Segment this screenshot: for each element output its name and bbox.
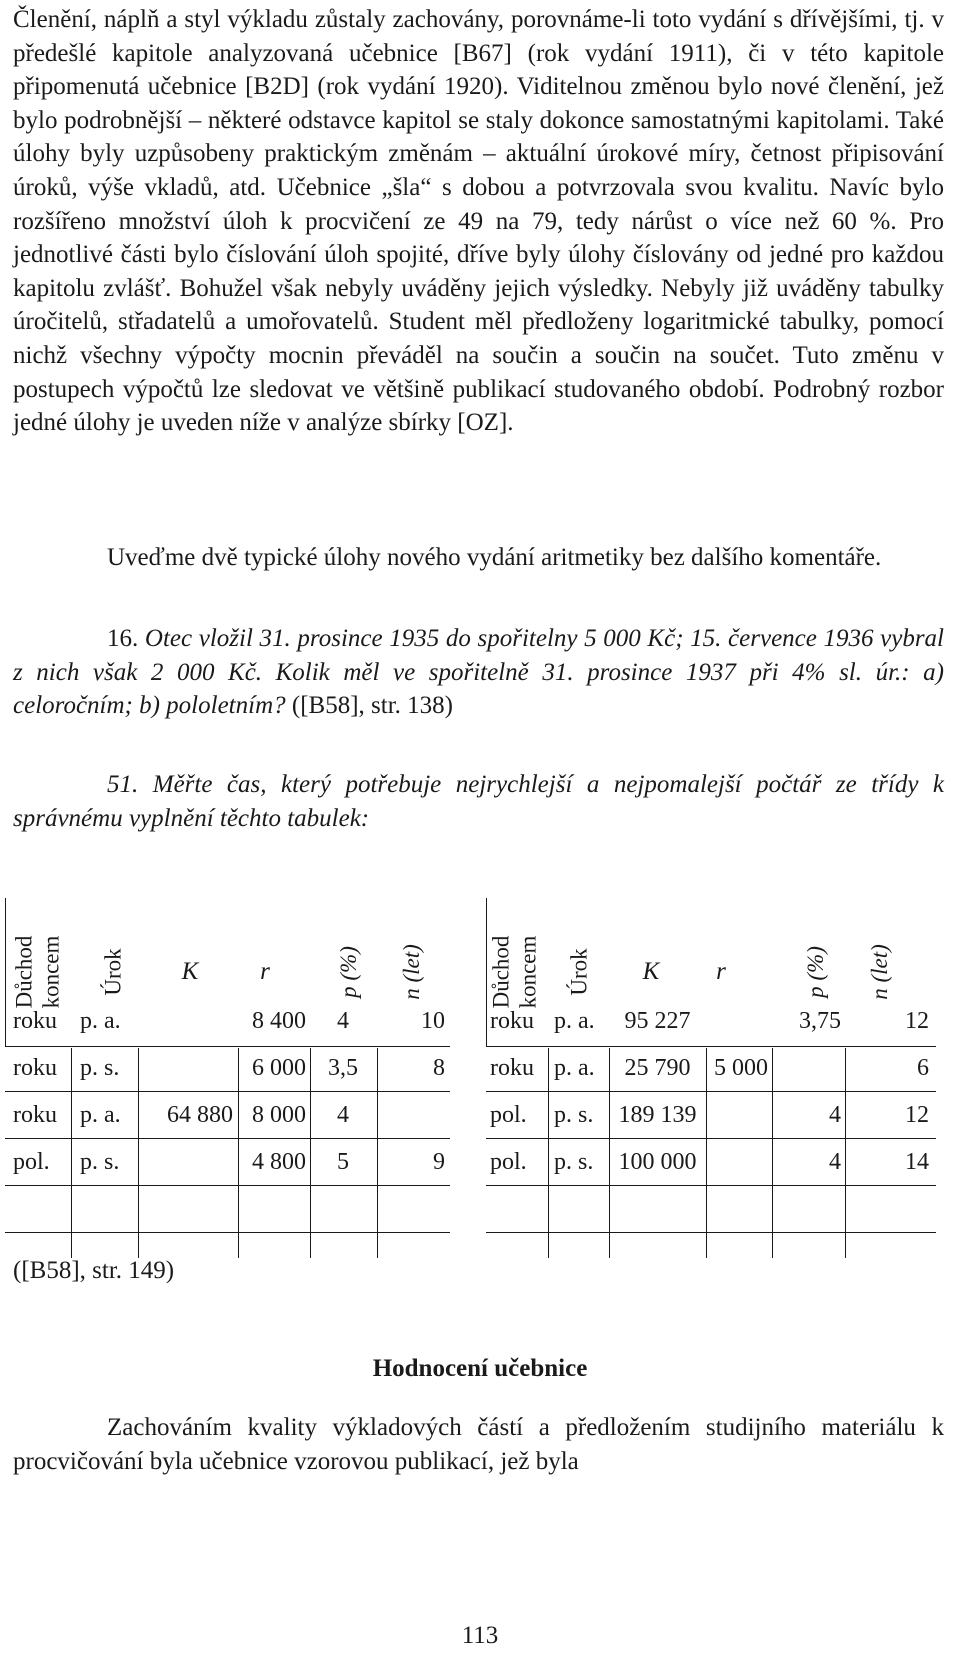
table-cell: 8 000	[252, 1102, 306, 1128]
table-cell: p. a.	[80, 1102, 121, 1128]
header-urok: Úrok	[101, 948, 126, 996]
row-rule	[486, 1185, 936, 1186]
row-rule	[486, 1091, 936, 1092]
section-heading: Hodnocení učebnice	[372, 1355, 588, 1382]
table-cell: p. s.	[80, 1149, 120, 1175]
table-cell: roku	[13, 1055, 57, 1081]
table-cell: 8 400	[252, 1008, 306, 1034]
header-rule	[486, 1046, 936, 1047]
header-urok: Úrok	[567, 948, 592, 996]
table-cell: pol.	[13, 1149, 50, 1175]
row-rule	[486, 1232, 936, 1233]
table-cell: 4	[337, 1008, 349, 1034]
row-rule	[486, 1138, 936, 1139]
table-cell: p. s.	[80, 1055, 120, 1081]
row-rule	[5, 1091, 450, 1092]
col-divider	[238, 1048, 239, 1258]
header-r: r	[260, 958, 270, 985]
paragraph-3: Zachováním kvality výkladových částí a předložením studijního materiálu k procvičování byla učebnice vzorovou publikací, jež byla	[13, 1414, 944, 1475]
table-cell: 5 000	[714, 1055, 768, 1081]
task-51-text: Měřte čas, který potřebuje nejrychlejší a nejpomalejší počtář ze třídy k správnému vyplnění těchto tabulek:	[13, 771, 945, 832]
table-cell: 3,75	[799, 1008, 841, 1034]
table-cell: 9	[433, 1149, 445, 1175]
header-r: r	[716, 958, 726, 985]
table-cell: 4 800	[252, 1149, 306, 1175]
table-cell: 189 139	[618, 1102, 697, 1128]
table-cell: 100 000	[618, 1149, 697, 1175]
table-cell: 10	[421, 1008, 445, 1034]
col-divider	[845, 1048, 846, 1258]
table-cell: roku	[490, 1008, 534, 1034]
task-16-text: Otec vložil 31. prosince 1935 do spořitelny 5 000 Kč; 15. července 1936 vybral z nich však 2 000 Kč. Kolik měl ve spořitelně 31. prosince 1937 při 4% sl. úr.: a) celoročním; b) pololetním?	[13, 625, 944, 720]
header-p: p (%)	[336, 946, 362, 998]
table-cell: p. a.	[554, 1055, 595, 1081]
col-divider	[772, 1048, 773, 1258]
col-divider	[310, 1048, 311, 1258]
col-divider	[609, 1048, 610, 1258]
header-rule	[5, 1046, 450, 1047]
header-duchod-koncem: Důchod koncem	[11, 935, 64, 1009]
table-border	[5, 898, 6, 1046]
col-divider	[71, 1048, 72, 1258]
col-divider	[138, 1048, 139, 1258]
table-cell: pol.	[490, 1102, 527, 1128]
table-cell: 4	[337, 1102, 349, 1128]
table-cell: p. a.	[80, 1008, 121, 1034]
paragraph-2: Uveďme dvě typické úlohy nového vydání aritmetiky bez dalšího komentáře.	[107, 544, 882, 571]
table-cell: 25 790	[624, 1055, 691, 1081]
task-16-citation: ([B58], str. 138)	[291, 692, 453, 720]
table-cell: 4	[829, 1102, 841, 1128]
row-rule	[5, 1185, 450, 1186]
row-rule	[5, 1232, 450, 1233]
table-cell: 95 227	[624, 1008, 691, 1034]
table-cell: pol.	[490, 1149, 527, 1175]
header-duchod-koncem: Důchod koncem	[488, 935, 541, 1009]
tables-citation: ([B58], str. 149)	[13, 1257, 175, 1284]
table-cell: roku	[13, 1008, 57, 1034]
col-divider	[377, 1048, 378, 1258]
table-cell: 12	[905, 1008, 929, 1034]
table-cell: 3,5	[328, 1055, 358, 1081]
table-cell: 4	[829, 1149, 841, 1175]
task-51	[13, 768, 944, 835]
table-cell: 14	[905, 1149, 929, 1175]
table-cell: p. s.	[554, 1102, 594, 1128]
header-K: K	[642, 958, 660, 985]
col-divider	[706, 1048, 707, 1258]
header-p: p (%)	[803, 946, 829, 998]
table-cell: p. a.	[554, 1008, 595, 1034]
header-n: n (let)	[399, 944, 424, 1000]
page-number: 113	[461, 1622, 499, 1649]
table-cell: 5	[337, 1149, 349, 1175]
table-cell: 64 880	[167, 1102, 233, 1128]
col-divider	[548, 1048, 549, 1258]
task-16-number: 16.	[107, 625, 139, 652]
header-n: n (let)	[867, 944, 892, 1000]
task-16	[13, 622, 944, 723]
task-51-number: 51.	[107, 771, 139, 798]
header-K: K	[181, 958, 199, 985]
row-rule	[5, 1138, 450, 1139]
table-cell: roku	[490, 1055, 534, 1081]
paragraph-1: Členění, náplň a styl výkladu zůstaly zachovány, porovnáme-li toto vydání s dřívějšími, tj. v předešlé kapitole analyzovaná učebnice [B67] (rok vydání 1911), či v této kapitole připomenutá učebnice [B2D] (rok vydání 1920). Viditelnou změnou bylo nové členění, jež bylo podrobnější – některé odstavce kapitol se staly dokonce samostatnými kapitolami. Také úlohy byly uzpůsobeny praktickým změnám – aktuální úrokové míry, četnost připisování úroků, výše vkladů, atd. Učebnice „šla“ s dobou a potvrzovala svou kvalitu. Navíc bylo rozšířeno množství úloh k procvičení ze 49 na 79, tedy nárůst o více než 60 %. Pro jednotlivé části bylo číslování úloh spojité, dříve byly úlohy číslovány od jedné pro každou kapitolu zvlášť. Bohužel však nebyly uváděny jejich výsledky. Nebyly již uváděny tabulky úročitelů, střadatelů a umořovatelů. Student měl předloženy logaritmické tabulky, pomocí nichž všechny výpočty mocnin převáděl na součin a součin na součet. Tuto změnu v postupech výpočtů lze sledovat ve většině publikací studovaného období. Podrobný rozbor jedné úlohy je uveden níže v analýze sbírky [OZ].	[13, 6, 944, 437]
table-cell: 6 000	[252, 1055, 306, 1081]
table-cell: roku	[13, 1102, 57, 1128]
table-cell: 6	[917, 1055, 929, 1081]
table-cell: 12	[905, 1102, 929, 1128]
table-cell: p. s.	[554, 1149, 594, 1175]
table-cell: 8	[433, 1055, 445, 1081]
